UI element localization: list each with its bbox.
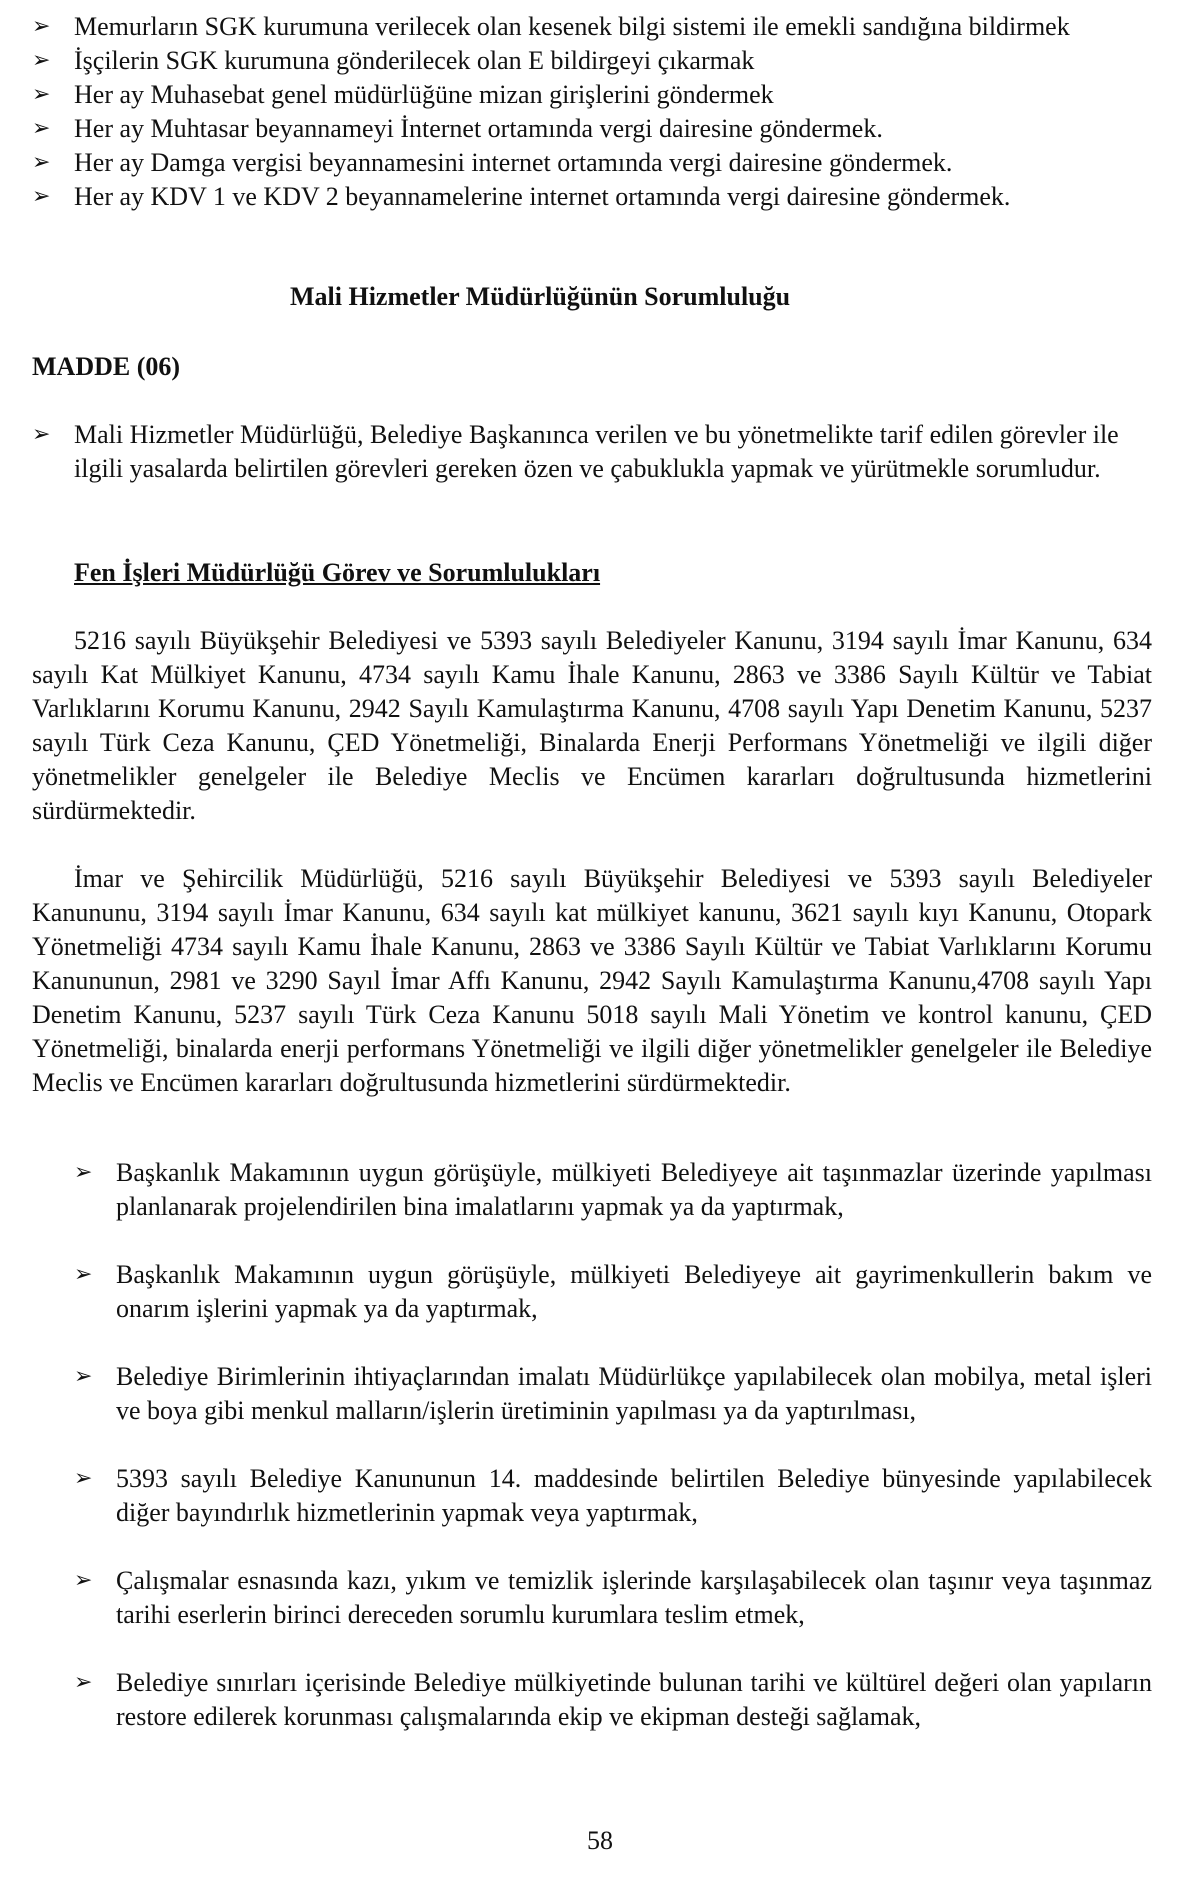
mali-bullet-list [32, 418, 1152, 486]
arrow-bullet-icon: ➢ [32, 48, 51, 73]
paragraph-imar: İmar ve Şehircilik Müdürlüğü, 5216 sayılı Büyükşehir Belediyesi ve 5393 sayılı Belediyeler Kanununu, 3194 sayılı İmar Kanunu, 634 sayılı kat mülkiyet kanunu, 3621 sayılı kıyı Kanunu, Otopark Yönetmeliği 4734 sayılı Kamu İhale Kanunu, 2863 ve 3386 Sayılı Kültür ve Tabiat Varlıklarını Korumu Kanununun, 2981 ve 3290 Sayıl İmar Affı Kanunu, 2942 Sayılı Kamulaştırma Kanunu,4708 sayılı Yapı Denetim Kanunu, 5237 sayılı Türk Ceza Kanunu 5018 sayılı Mali Yönetim ve kontrol kanunu, ÇED Yönetmeliği, binalarda enerji performans Yönetmeliği ve ilgili diğer yönetmelikler genelgeler ile Belediye Meclis ve Encümen kararları doğrultusunda hizmetlerini sürdürmektedir. [32, 864, 1152, 1097]
list-item-text: 5393 sayılı Belediye Kanununun 14. maddesinde belirtilen Belediye bünyesinde yapılabilecek diğer bayındırlık hizmetlerinin yapmak veya yaptırmak, [116, 1464, 1152, 1527]
list-item-text: Her ay Muhtasar beyannameyi İnternet ortamında vergi dairesine göndermek. [74, 114, 883, 143]
list-item-text: Memurların SGK kurumuna verilecek olan kesenek bilgi sistemi ile emekli sandığına bildirmek [74, 12, 1070, 41]
arrow-bullet-icon: ➢ [74, 1670, 93, 1695]
list-item [74, 1258, 1152, 1326]
list-item-text: İşçilerin SGK kurumuna gönderilecek olan E bildirgeyi çıkarmak [74, 46, 755, 75]
arrow-bullet-icon: ➢ [32, 184, 51, 209]
list-item [32, 10, 1152, 44]
arrow-bullet-icon: ➢ [32, 422, 51, 447]
top-bullet-list [32, 10, 1152, 214]
arrow-bullet-icon: ➢ [74, 1160, 93, 1185]
list-item-text: Belediye Birimlerinin ihtiyaçlarından imalatı Müdürlükçe yapılabilecek olan mobilya, metal işleri ve boya gibi menkul malların/işlerin üretiminin yapılması ya da yaptırılması, [116, 1362, 1152, 1425]
list-item [74, 1564, 1152, 1632]
list-item [32, 418, 1152, 486]
article-label: MADDE (06) [32, 352, 181, 381]
arrow-bullet-icon: ➢ [74, 1568, 93, 1593]
page-number: 58 [587, 1826, 613, 1855]
bottom-bullet-list [74, 1156, 1152, 1768]
arrow-bullet-icon: ➢ [32, 82, 51, 107]
arrow-bullet-icon: ➢ [74, 1262, 93, 1287]
list-item [32, 146, 1152, 180]
arrow-bullet-icon: ➢ [32, 116, 51, 141]
fen-heading: Fen İşleri Müdürlüğü Görev ve Sorumlulukları [74, 558, 601, 587]
list-item-text: Başkanlık Makamının uygun görüşüyle, mülkiyeti Belediyeye ait taşınmazlar üzerinde yapılması planlanarak projelendirilen bina imalatlarını yapmak ya da yaptırmak, [116, 1158, 1152, 1221]
list-item [32, 44, 1152, 78]
list-item-text: Mali Hizmetler Müdürlüğü, Belediye Başkanınca verilen ve bu yönetmelikte tarif edilen görevler ile ilgili yasalarda belirtilen görevleri gereken özen ve çabuklukla yapmak ve yürütmekle sorumludur. [74, 420, 1119, 483]
list-item-text: Her ay Damga vergisi beyannamesini internet ortamında vergi dairesine göndermek. [74, 148, 953, 177]
arrow-bullet-icon: ➢ [74, 1466, 93, 1491]
list-item [32, 78, 1152, 112]
list-item-text: Çalışmalar esnasında kazı, yıkım ve temizlik işlerinde karşılaşabilecek olan taşınır veya taşınmaz tarihi eserlerin birinci dereceden sorumlu kurumlara teslim etmek, [116, 1566, 1152, 1629]
list-item [74, 1666, 1152, 1734]
list-item-text: Her ay KDV 1 ve KDV 2 beyannamelerine internet ortamında vergi dairesine göndermek. [74, 182, 1011, 211]
arrow-bullet-icon: ➢ [74, 1364, 93, 1389]
paragraph-fen: 5216 sayılı Büyükşehir Belediyesi ve 5393 sayılı Belediyeler Kanunu, 3194 sayılı İmar Kanunu, 634 sayılı Kat Mülkiyet Kanunu, 4734 sayılı Kamu İhale Kanunu, 2863 ve 3386 Sayılı Kültür ve Tabiat Varlıklarını Korumu Kanunu, 2942 Sayılı Kamulaştırma Kanunu, 4708 sayılı Yapı Denetim Kanunu, 5237 sayılı Türk Ceza Kanunu, ÇED Yönetmeliği, Binalarda Enerji Performans Yönetmeliği ve ilgili diğer yönetmelikler genelgeler ile Belediye Meclis ve Encümen kararları doğrultusunda hizmetlerini sürdürmektedir. [32, 626, 1152, 825]
section-heading: Mali Hizmetler Müdürlüğünün Sorumluluğu [290, 282, 791, 311]
list-item-text: Başkanlık Makamının uygun görüşüyle, mülkiyeti Belediyeye ait gayrimenkullerin bakım ve onarım işlerini yapmak ya da yaptırmak, [116, 1260, 1152, 1323]
arrow-bullet-icon: ➢ [32, 150, 51, 175]
list-item [74, 1156, 1152, 1224]
list-item-text: Belediye sınırları içerisinde Belediye mülkiyetinde bulunan tarihi ve kültürel değeri olan yapıların restore edilerek korunması çalışmalarında ekip ve ekipman desteği sağlamak, [116, 1668, 1152, 1731]
list-item [74, 1462, 1152, 1530]
arrow-bullet-icon: ➢ [32, 14, 51, 39]
list-item [32, 112, 1152, 146]
list-item [74, 1360, 1152, 1428]
list-item-text: Her ay Muhasebat genel müdürlüğüne mizan girişlerini göndermek [74, 80, 774, 109]
list-item [32, 180, 1152, 214]
